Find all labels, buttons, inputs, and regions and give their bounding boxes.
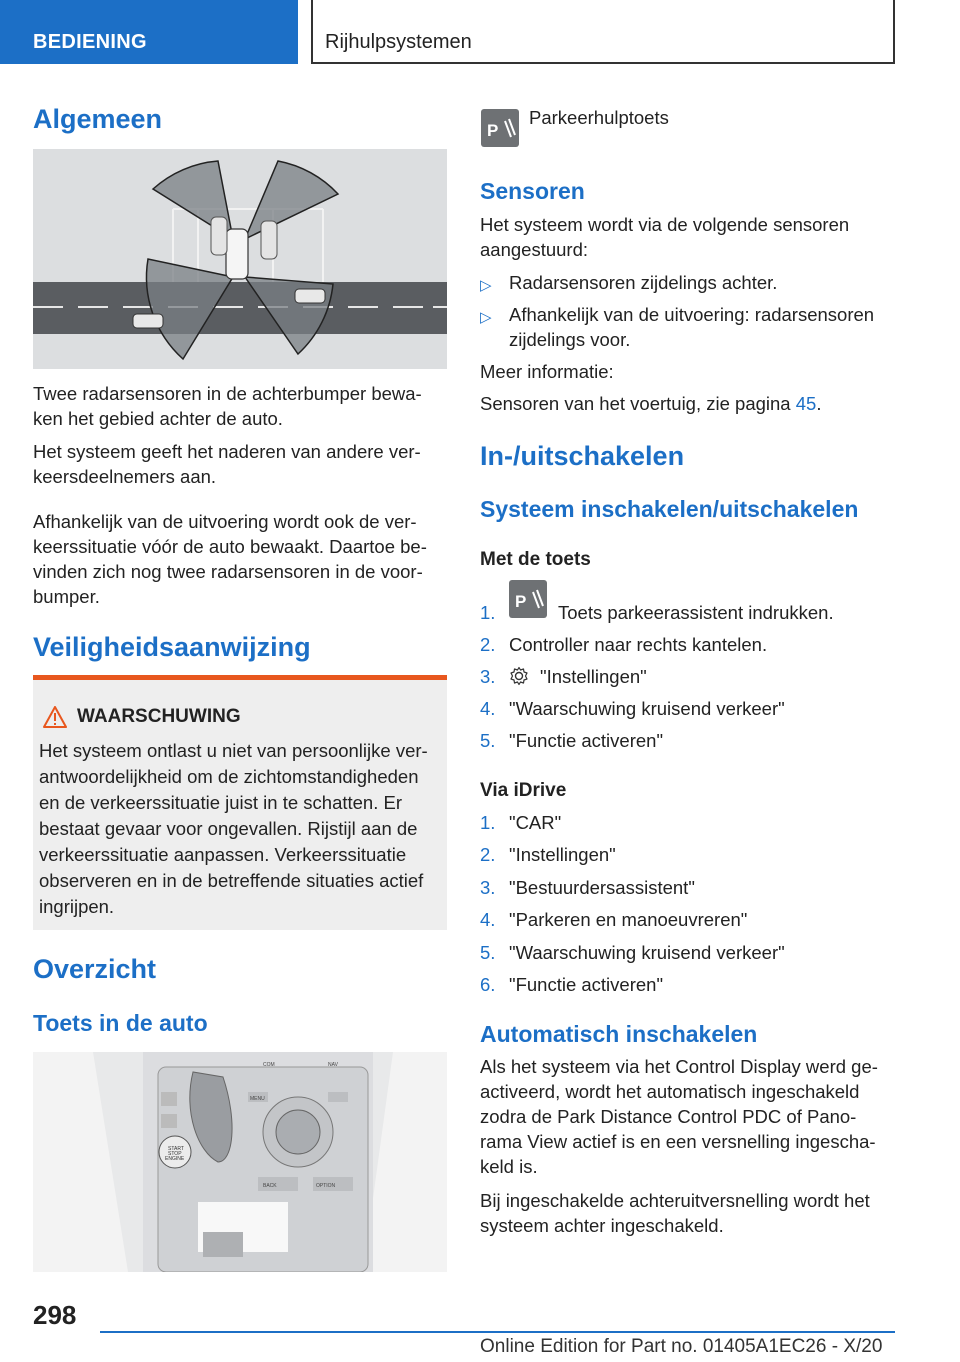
step-text: "Instellingen" xyxy=(540,666,647,687)
console-label-menu: MENU xyxy=(250,1096,265,1102)
step-text: "CAR" xyxy=(509,812,562,833)
warning-text: Het systeem ontlast u niet van persoonlijke ver- antwoordelijkheid om de zichtomstandigheden en de verkeerssituatie juist in te schatten. Er bestaat gevaar voor ongevallen. Rijstijl aan de verkeerssituatie aanpassen. Verkeerssituatie observeren en in de betreffende situaties actief ingrijpen. xyxy=(39,740,428,917)
bullet-triangle-icon: ▷ xyxy=(480,277,492,294)
step-text: Toets parkeerassistent indrukken. xyxy=(558,602,834,623)
step-number: 4. xyxy=(480,698,496,719)
chapter-title: Rijhulpsystemen xyxy=(325,31,472,53)
radar-coverage-illustration xyxy=(33,149,447,369)
svg-text:P: P xyxy=(487,121,499,140)
bullet-triangle-icon: ▷ xyxy=(480,309,492,326)
svg-text:P: P xyxy=(515,592,527,611)
step-number: 5. xyxy=(480,730,496,751)
park-assist-button-icon xyxy=(481,109,519,147)
step-number: 3. xyxy=(480,876,496,898)
console-label-back: BACK xyxy=(263,1183,277,1189)
para-automatisch: Als het systeem via het Control Display werd ge- activeerd, wordt het automatisch ingeschakeld zodra de Park Distance Control PDC of Pano- rama View actief is en een versnelling ingescha- keld is. xyxy=(480,1056,878,1177)
heading-systeem-schakelen: Systeem inschakelen/uitschakelen xyxy=(480,496,859,522)
step-text: "Waarschuwing kruisend verkeer" xyxy=(509,698,785,719)
para-front-radar: Afhankelijk van de uitvoering wordt ook de ver- keerssituatie vóór de auto bewaakt. Daartoe be- vinden zich nog twee radarsensoren in de voor- bumper. xyxy=(33,511,427,607)
para-achteruit: Bij ingeschakelde achteruitversnelling wordt het systeem achter ingeschakeld. xyxy=(480,1190,870,1236)
park-assist-caption: Parkeerhulptoets xyxy=(529,107,669,128)
heading-in-uitschakelen: In-/uitschakelen xyxy=(480,441,685,471)
chapter-header xyxy=(311,0,895,64)
step-number: 2. xyxy=(480,634,496,655)
footer-edition: Online Edition for Part no. 01405A1EC26 - X/20 xyxy=(480,1336,883,1357)
para-radar-rear: Twee radarsensoren in de achterbumper bewa- ken het gebied achter de auto. xyxy=(33,383,422,429)
page-reference: Sensoren van het voertuig, zie pagina 45. xyxy=(480,393,822,414)
heading-sensoren: Sensoren xyxy=(480,178,585,204)
console-label-engine: ENGINE xyxy=(165,1156,185,1162)
heading-overzicht: Overzicht xyxy=(33,954,157,984)
step-number: 5. xyxy=(480,941,496,963)
console-label-stop: STOP xyxy=(168,1151,182,1157)
console-label-nav: NAV xyxy=(328,1062,338,1068)
warning-triangle-icon xyxy=(43,706,67,728)
step-number: 6. xyxy=(480,974,496,995)
step-number: 1. xyxy=(480,812,496,833)
heading-algemeen: Algemeen xyxy=(33,104,163,134)
step-text: "Functie activeren" xyxy=(509,974,664,995)
step-number: 1. xyxy=(480,602,496,623)
park-assist-icon xyxy=(481,109,519,147)
heading-via-idrive: Via iDrive xyxy=(480,780,567,801)
console-label-com: COM xyxy=(263,1062,275,1068)
step-text: Controller naar rechts kantelen. xyxy=(509,634,768,655)
console-illustration xyxy=(33,1052,447,1272)
warning-title: WAARSCHUWING xyxy=(77,706,241,727)
radar-diagram xyxy=(33,149,447,369)
step-text: "Instellingen" xyxy=(509,844,616,866)
para-sensoren: Het systeem wordt via de volgende sensoren aangestuurd: xyxy=(480,214,850,260)
heading-automatisch: Automatisch inschakelen xyxy=(480,1021,758,1047)
warning-box xyxy=(33,675,447,930)
park-assist-icon xyxy=(509,580,547,618)
page-number: 298 xyxy=(33,1300,77,1330)
page-link[interactable]: 45 xyxy=(795,393,817,414)
meer-informatie: Meer informatie: xyxy=(480,361,614,382)
center-console-photo xyxy=(33,1052,447,1272)
heading-toets-in-auto: Toets in de auto xyxy=(33,1010,208,1036)
heading-veiligheid: Veiligheidsaanwijzing xyxy=(33,632,311,662)
console-label-start: START xyxy=(168,1146,184,1152)
step-number: 3. xyxy=(480,666,496,687)
para-approach: Het systeem geeft het naderen van andere ver- keersdeelnemers aan. xyxy=(33,441,421,487)
section-title: BEDIENING xyxy=(33,31,147,53)
step-text: "Bestuurdersassistent" xyxy=(509,876,695,898)
footer-divider xyxy=(100,1331,895,1333)
step-text: "Parkeren en manoeuvreren" xyxy=(509,909,748,931)
step-number: 2. xyxy=(480,844,496,866)
step-text: "Waarschuwing kruisend verkeer" xyxy=(509,941,785,963)
step-number: 4. xyxy=(480,909,496,931)
console-label-option: OPTION xyxy=(316,1183,336,1189)
heading-met-de-toets: Met de toets xyxy=(480,549,591,570)
gear-icon xyxy=(509,666,529,692)
section-tab xyxy=(0,0,298,64)
step-text: "Functie activeren" xyxy=(509,730,664,751)
